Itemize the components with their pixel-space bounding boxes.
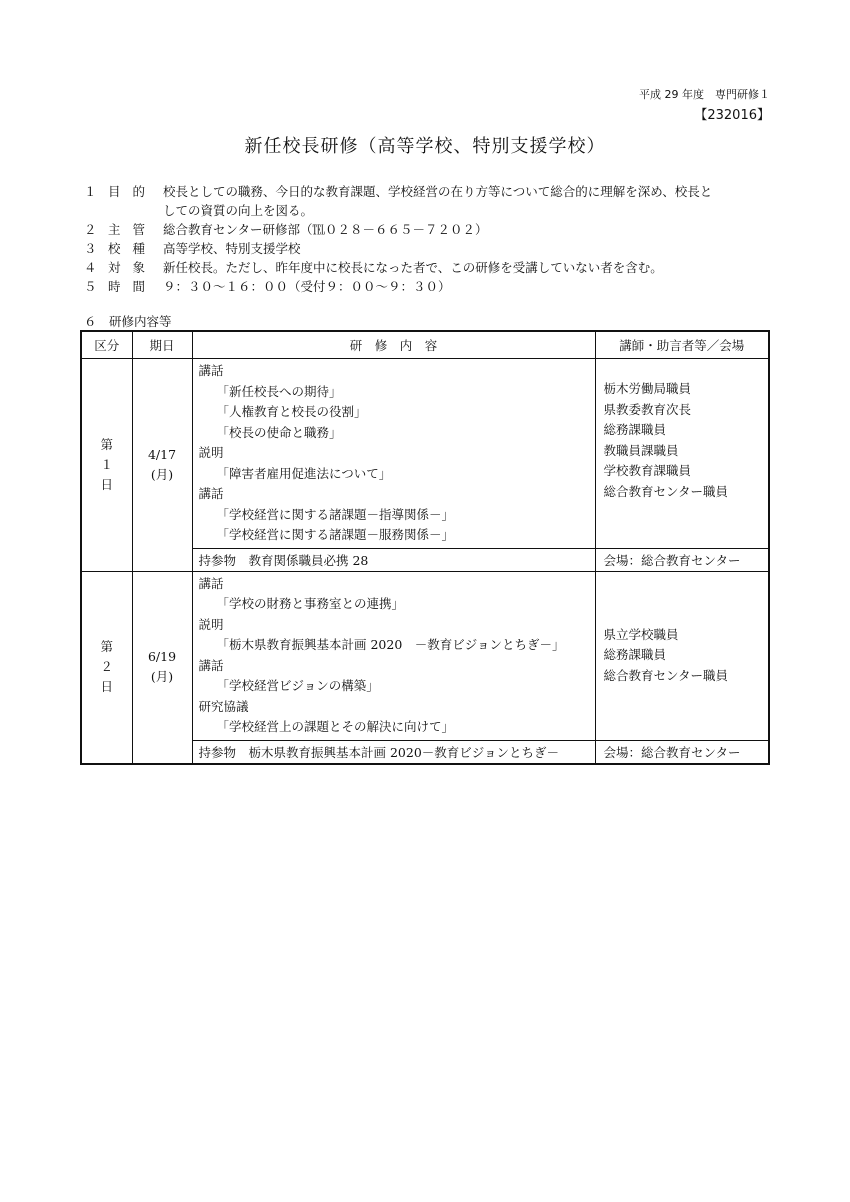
- day-char: 日: [100, 679, 113, 694]
- weekday-text: (月): [150, 466, 174, 482]
- overview-list: [84, 182, 774, 296]
- date-text: 4/17: [147, 446, 177, 462]
- session-date: [132, 571, 192, 764]
- content-topic: 「新任校長への期待」: [216, 383, 342, 399]
- content-topic: 「学校経営に関する諸課題－指導関係－」: [216, 506, 455, 522]
- lecturer: 学校教育課職員: [603, 463, 692, 478]
- venue: 会場：総合教育センター: [595, 548, 769, 571]
- item-organizer: [84, 220, 774, 239]
- column-header: 研 修 内 容: [192, 331, 595, 359]
- content-topic: 「学校の財務と事務室との連携」: [216, 596, 405, 611]
- content-topic: 「学校経営に関する諸課題－服務関係－」: [216, 527, 455, 542]
- item-key: 対 象: [108, 260, 149, 275]
- content-topic: 「校長の使命と職務」: [216, 424, 342, 440]
- item-purpose: [84, 182, 774, 220]
- lecturer: 総合教育センター職員: [603, 667, 729, 683]
- items-to-bring: 持参物 栃木県教育振興基本計画 2020－教育ビジョンとちぎ－: [192, 740, 595, 764]
- item-value: 総合教育センター研修部（℡０２８－６６５－７２０２）: [163, 222, 488, 237]
- date-text: 6/19: [147, 649, 177, 664]
- day-char: 日: [100, 476, 113, 492]
- lecturer: 栃木労働局職員: [603, 381, 692, 396]
- item-value-line: しての資質の向上を図る。: [163, 203, 314, 218]
- page-title: 新任校長研修（高等学校、特別支援学校）: [244, 136, 606, 157]
- item-value: ９：３０～１６：００（受付９：００～９：３０）: [163, 279, 451, 294]
- lecturer: 教職員課職員: [603, 442, 679, 458]
- course-code: 【232016】: [694, 108, 770, 123]
- content-heading: 講話: [198, 657, 224, 673]
- items-to-bring: 持参物 教育関係職員必携 28: [192, 548, 595, 571]
- item-time: [84, 277, 774, 296]
- lecturer: 総合教育センター職員: [603, 483, 729, 499]
- schedule-table: [80, 330, 770, 765]
- content-topic: 「人権教育と校長の役割」: [216, 404, 367, 419]
- session-content: [192, 359, 595, 549]
- day-char: 第: [100, 436, 113, 452]
- item-key: 目 的: [108, 184, 149, 199]
- lecturer: 県教委教育次長: [603, 401, 692, 417]
- content-topic: 「障害者雇用促進法について」: [216, 465, 392, 481]
- item-school-type: [84, 239, 774, 258]
- item-target: [84, 258, 774, 277]
- item-number: １: [84, 184, 97, 199]
- column-header: 講師・助言者等／会場: [595, 331, 769, 359]
- day-char: １: [100, 456, 113, 472]
- venue: 会場：総合教育センター: [595, 740, 769, 764]
- lecturers: [595, 359, 769, 549]
- day-division: [81, 359, 132, 572]
- column-header: 期日: [132, 331, 192, 359]
- table-row: [81, 359, 769, 549]
- item-value: 高等学校、特別支援学校: [163, 241, 301, 256]
- column-header: 区分: [81, 331, 132, 359]
- lecturer: 総務課職員: [603, 422, 667, 437]
- day-char: ２: [100, 659, 113, 674]
- lecturers: [595, 571, 769, 740]
- item-number: ３: [84, 241, 97, 256]
- content-topic: 「学校経営上の課題とその解決に向けて」: [216, 719, 455, 734]
- content-heading: 講話: [198, 363, 224, 378]
- content-heading: 研究協議: [198, 698, 249, 714]
- item-key: 時 間: [108, 279, 149, 294]
- content-topic: 「栃木県教育振興基本計画 2020 －教育ビジョンとちぎ－」: [216, 637, 565, 652]
- content-heading: 講話: [198, 575, 224, 591]
- table-header-row: [81, 331, 769, 359]
- section-heading: ６ 研修内容等: [84, 314, 172, 329]
- content-heading: 説明: [198, 616, 224, 632]
- day-char: 第: [100, 639, 113, 654]
- table-row: [81, 571, 769, 740]
- content-heading: 講話: [198, 486, 224, 501]
- weekday-text: (月): [150, 669, 174, 684]
- item-value-line: 校長としての職務、今日的な教育課題、学校経営の在り方等について総合的に理解を深め、校長と: [163, 184, 713, 199]
- content-heading: 説明: [198, 445, 224, 460]
- item-value: [163, 182, 774, 220]
- day-division: [81, 571, 132, 764]
- item-key: 主 管: [108, 222, 149, 237]
- item-number: ２: [84, 222, 97, 237]
- lecturer: 県立学校職員: [603, 626, 679, 642]
- session-content: [192, 571, 595, 740]
- item-number: ５: [84, 279, 97, 294]
- item-value: 新任校長。ただし、昨年度中に校長になった者で、この研修を受講していない者を含む。: [163, 260, 663, 275]
- session-date: [132, 359, 192, 572]
- item-key: 校 種: [108, 241, 149, 256]
- lecturer: 総務課職員: [603, 647, 667, 663]
- item-number: ４: [84, 260, 97, 275]
- content-topic: 「学校経営ビジョンの構築」: [216, 678, 379, 693]
- fiscal-year-label: 平成 29 年度 専門研修１: [639, 88, 770, 101]
